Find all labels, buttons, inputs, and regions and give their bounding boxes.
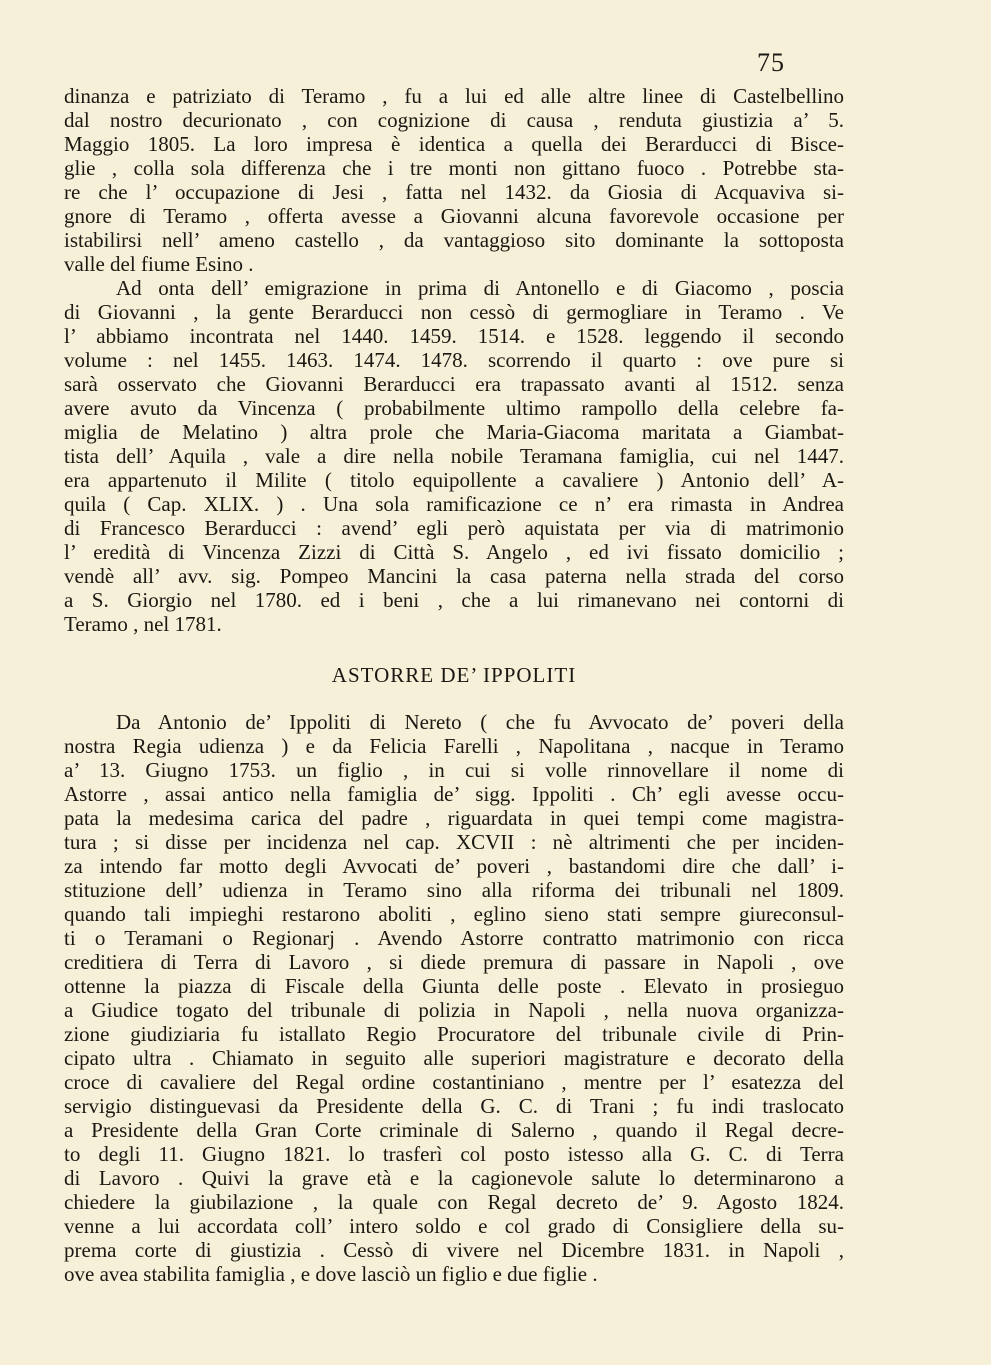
- text-line: glie , colla sola differenza che i tre monti non gittano fuoco . Potrebbe sta-: [64, 156, 844, 180]
- text-line: tista dell’ Aquila , vale a dire nella nobile Teramana famiglia, cui nel 1447.: [64, 444, 844, 468]
- text-line: cipato ultra . Chiamato in seguito alle superiori magistrature e decorato della: [64, 1046, 844, 1070]
- text-line: era appartenuto il Milite ( titolo equipollente a cavaliere ) Antonio dell’ A-: [64, 468, 844, 492]
- text-line: di Lavoro . Quivi la grave età e la cagionevole salute lo determinarono a: [64, 1166, 844, 1190]
- text-line: creditiera di Terra di Lavoro , si diede premura di passare in Napoli , ove: [64, 950, 844, 974]
- text-line: gnore di Teramo , offerta avesse a Giovanni alcuna favorevole occasione per: [64, 204, 844, 228]
- text-line: croce di cavaliere del Regal ordine costantiniano , mentre per l’ esatezza del: [64, 1070, 844, 1094]
- text-line: tura ; si disse per incidenza nel cap. XCVII : nè altrimenti che per inciden-: [64, 830, 844, 854]
- text-line: valle del fiume Esino .: [64, 252, 254, 276]
- text-line: re che l’ occupazione di Jesi , fatta nel 1432. da Giosia di Acquaviva si-: [64, 180, 844, 204]
- text-line: Maggio 1805. La loro impresa è identica a quella dei Berarducci di Bisce-: [64, 132, 844, 156]
- text-line: nostra Regia udienza ) e da Felicia Farelli , Napolitana , nacque in Teramo: [64, 734, 844, 758]
- section-heading: ASTORRE DE’ IPPOLITI: [331, 663, 577, 687]
- text-line: prema corte di giustizia . Cessò di vivere nel Dicembre 1831. in Napoli ,: [64, 1238, 844, 1262]
- text-line: quando tali impieghi restarono aboliti , eglino sieno stati sempre giureconsul-: [64, 902, 844, 926]
- text-line: zione giudiziaria fu istallato Regio Procuratore del tribunale civile di Prin-: [64, 1022, 844, 1046]
- text-line: za intendo far motto degli Avvocati de’ poveri , bastandomi dire che dall’ i-: [64, 854, 844, 878]
- text-line: chiedere la giubilazione , la quale con Regal decreto de’ 9. Agosto 1824.: [64, 1190, 844, 1214]
- text-line: l’ eredità di Vincenza Zizzi di Città S. Angelo , ed ivi fissato domicilio ;: [64, 540, 844, 564]
- text-line: di Francesco Berarducci : avend’ egli però aquistata per via di matrimonio: [64, 516, 844, 540]
- text-line: miglia de Melatino ) altra prole che Maria-Giacoma maritata a Giambat-: [64, 420, 844, 444]
- text-line: ti o Teramani o Regionarj . Avendo Astorre contratto matrimonio con ricca: [64, 926, 844, 950]
- text-line: stituzione dell’ udienza in Teramo sino alla riforma dei tribunali nel 1809.: [64, 878, 844, 902]
- text-line: di Giovanni , la gente Berarducci non cessò di germogliare in Teramo . Ve: [64, 300, 844, 324]
- text-line: avere avuto da Vincenza ( probabilmente ultimo rampollo della celebre fa-: [64, 396, 844, 420]
- text-line: volume : nel 1455. 1463. 1474. 1478. scorrendo il quarto : ove pure si: [64, 348, 844, 372]
- paragraph-astorre: [64, 710, 844, 1286]
- text-line: dinanza e patriziato di Teramo , fu a lui ed alle altre linee di Castelbellino: [64, 84, 844, 108]
- text-line: vendè all’ avv. sig. Pompeo Mancini la casa paterna nella strada del corso: [64, 564, 844, 588]
- text-line: Da Antonio de’ Ippoliti di Nereto ( che fu Avvocato de’ poveri della: [116, 710, 844, 734]
- text-line: sarà osservato che Giovanni Berarducci era trapassato avanti al 1512. senza: [64, 372, 844, 396]
- text-line: ove avea stabilita famiglia , e dove lasciò un figlio e due figlie .: [64, 1262, 598, 1286]
- text-line: quila ( Cap. XLIX. ) . Una sola ramificazione ce n’ era rimasta in Andrea: [64, 492, 844, 516]
- text-line: Teramo , nel 1781.: [64, 612, 222, 636]
- text-line: pata la medesima carica del padre , riguardata in quei tempi come magistra-: [64, 806, 844, 830]
- text-line: servigio distinguevasi da Presidente della G. C. di Trani ; fu indi traslocato: [64, 1094, 844, 1118]
- text-line: dal nostro decurionato , con cognizione di causa , renduta giustizia a’ 5.: [64, 108, 844, 132]
- text-line: l’ abbiamo incontrata nel 1440. 1459. 1514. e 1528. leggendo il secondo: [64, 324, 844, 348]
- text-line: istabilirsi nell’ ameno castello , da vantaggioso sito dominante la sottoposta: [64, 228, 844, 252]
- text-line: a S. Giorgio nel 1780. ed i beni , che a lui rimanevano nei contorni di: [64, 588, 844, 612]
- text-line: venne a lui accordata coll’ intero soldo e col grado di Consigliere della su-: [64, 1214, 844, 1238]
- text-line: Astorre , assai antico nella famiglia de’ sigg. Ippoliti . Ch’ egli avesse occu-: [64, 782, 844, 806]
- text-line: a’ 13. Giugno 1753. un figlio , in cui si volle rinnovellare il nome di: [64, 758, 844, 782]
- paragraph-berarducci: [64, 84, 844, 636]
- page-number: 75: [757, 48, 785, 77]
- text-line: Ad onta dell’ emigrazione in prima di Antonello e di Giacomo , poscia: [116, 276, 844, 300]
- text-line: ottenne la piazza di Fiscale della Giunta delle poste . Elevato in prosieguo: [64, 974, 844, 998]
- text-line: a Presidente della Gran Corte criminale di Salerno , quando il Regal decre-: [64, 1118, 844, 1142]
- text-line: to degli 11. Giugno 1821. lo trasferì col posto istesso alla G. C. di Terra: [64, 1142, 844, 1166]
- text-line: a Giudice togato del tribunale di polizia in Napoli , nella nuova organizza-: [64, 998, 844, 1022]
